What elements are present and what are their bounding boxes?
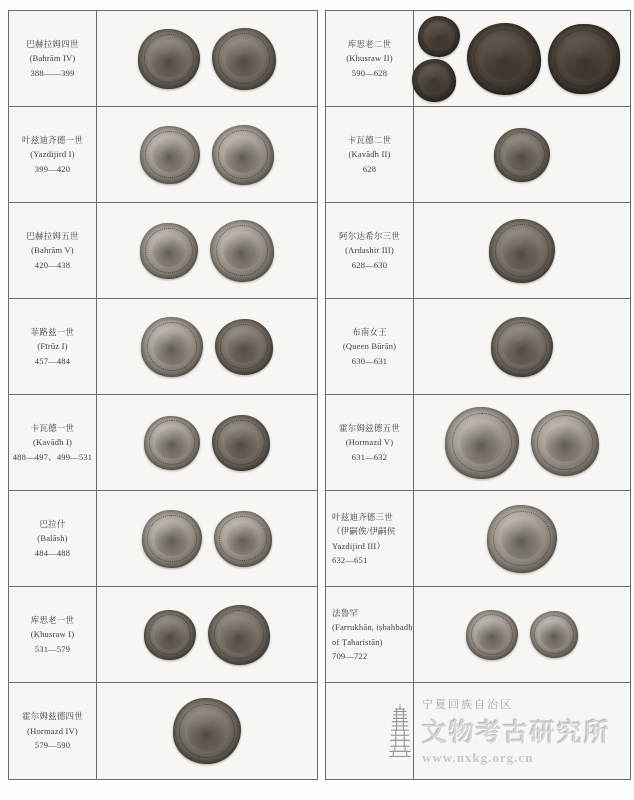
- label-line: (Khusraw II): [346, 53, 393, 64]
- coin-label-cell: [9, 683, 97, 779]
- coin-label-cell: [9, 491, 97, 586]
- label-line: 531—579: [34, 643, 71, 654]
- coin-image: [208, 605, 270, 665]
- coin-image: [487, 505, 557, 573]
- coin-photos-cell: [97, 107, 317, 202]
- label-line: 卡瓦德一世: [30, 422, 75, 433]
- label-line: 457—484: [34, 355, 71, 366]
- coin-image: [140, 223, 198, 279]
- coin-photos-cell: [97, 11, 317, 106]
- label-line: 布南女王: [352, 326, 387, 337]
- coin-image: [445, 407, 519, 479]
- label-line: (Kavādh I): [32, 437, 73, 448]
- label-line: 叶兹迪齐德一世: [22, 134, 83, 145]
- coin-image: [144, 416, 200, 470]
- coin-label-cell: [9, 203, 97, 298]
- label-line: (Khusraw I): [30, 629, 75, 640]
- table-row: [9, 11, 317, 107]
- coin-image: [142, 510, 202, 568]
- label-line: 399—420: [34, 163, 71, 174]
- table-row: [326, 203, 630, 299]
- left-table: [8, 10, 318, 780]
- coin-label-cell: [326, 299, 414, 394]
- label-line: 590—628: [351, 67, 388, 78]
- label-line: 579—590: [34, 740, 71, 751]
- label-line: 484—488: [34, 547, 71, 558]
- coin-label-cell: [326, 107, 414, 202]
- table-row: [9, 107, 317, 203]
- label-line: 632—651: [332, 554, 368, 565]
- label-line: (Yazdijird I): [30, 149, 75, 160]
- label-line: 卡瓦德二世: [347, 134, 392, 145]
- label-line: (Bahrām IV): [29, 53, 76, 64]
- coin-image: [489, 219, 555, 283]
- label-line: 库思老二世: [347, 38, 392, 49]
- label-line: 叶兹迪齐德三世: [332, 511, 393, 522]
- coin-stack: [418, 16, 460, 102]
- table-row: [9, 395, 317, 491]
- coin-image: [491, 317, 553, 377]
- coin-photos-cell: [414, 395, 630, 490]
- label-line: (Hormazd IV): [27, 725, 78, 736]
- label-line: Yazdijird III）: [332, 540, 386, 551]
- label-line: (Farrukhān, iṣbahbadh: [332, 622, 413, 633]
- right-table: [325, 10, 631, 780]
- coin-photos-cell: [414, 107, 630, 202]
- label-line: 488—497、499—531: [12, 451, 93, 462]
- coin-label-cell: [326, 587, 414, 682]
- label-line: (Queen Būrān): [342, 341, 397, 352]
- label-line: 420—438: [34, 259, 71, 270]
- table-row: [326, 299, 630, 395]
- coin-image: [467, 23, 541, 95]
- coin-image: [418, 16, 460, 57]
- coin-image: [412, 59, 456, 102]
- table-row: [9, 203, 317, 299]
- coin-photos-cell: [97, 587, 317, 682]
- coin-label-cell: [326, 11, 414, 106]
- coin-label-cell: [9, 11, 97, 106]
- coin-image: [494, 128, 550, 182]
- coin-label-cell: [326, 491, 414, 586]
- coin-image: [212, 28, 276, 90]
- coin-photos-cell: [414, 587, 630, 682]
- coin-image: [210, 220, 274, 282]
- label-line: (Balāsh): [37, 533, 68, 544]
- label-line: 法鲁罕: [332, 607, 359, 618]
- coin-image: [140, 126, 200, 184]
- coin-image: [173, 698, 241, 764]
- coin-label-cell: [9, 395, 97, 490]
- label-line: 菲路兹一世: [30, 326, 75, 337]
- table-row: [326, 491, 630, 587]
- coin-label-cell: [326, 683, 414, 779]
- watermark-org: 文物考古研究所: [422, 720, 612, 747]
- label-line: (Fīrūz I): [37, 341, 68, 352]
- label-line: 388——399: [30, 67, 75, 78]
- label-line: 巴拉什: [39, 518, 66, 529]
- coin-photos-cell: [97, 203, 317, 298]
- coin-image: [144, 610, 196, 660]
- coin-photos-cell: [414, 299, 630, 394]
- pagoda-icon: [389, 702, 411, 760]
- table-row: [326, 395, 630, 491]
- coin-image: [530, 611, 578, 658]
- table-row: [326, 11, 630, 107]
- coin-photos-cell: [97, 299, 317, 394]
- watermark-region: 宁夏回族自治区: [422, 699, 513, 711]
- label-line: 630—631: [351, 355, 388, 366]
- table-row: [9, 587, 317, 683]
- label-line: 霍尔姆兹德四世: [22, 711, 83, 722]
- coin-photos-cell: [97, 683, 317, 779]
- label-line: 库思老一世: [30, 614, 75, 625]
- label-line: (Kavādh II): [348, 149, 391, 160]
- coin-image: [531, 410, 599, 476]
- watermark-url: www.nxkg.org.cn: [422, 750, 534, 765]
- coin-photos-cell: [414, 11, 630, 106]
- table-row: [326, 107, 630, 203]
- label-line: 628: [362, 163, 377, 174]
- label-line: 631—632: [351, 451, 388, 462]
- label-line: 霍尔姆兹德五世: [339, 422, 400, 433]
- label-line: 巴赫拉姆五世: [26, 230, 79, 241]
- coin-image: [212, 125, 274, 185]
- coin-photos-cell: [414, 203, 630, 298]
- table-row: [9, 491, 317, 587]
- coin-label-cell: [326, 203, 414, 298]
- coin-photos-cell: [97, 491, 317, 586]
- table-row: [9, 683, 317, 779]
- coin-label-cell: [9, 107, 97, 202]
- coin-image: [548, 24, 620, 94]
- label-line: 巴赫拉姆四世: [26, 38, 79, 49]
- coin-image: [466, 610, 518, 660]
- coin-label-cell: [9, 587, 97, 682]
- label-line: (Bahrām V): [31, 245, 74, 256]
- coin-photos-cell: [97, 395, 317, 490]
- table-row: [326, 683, 630, 779]
- coin-image: [141, 317, 203, 377]
- label-line: of Ṭabaristān): [332, 636, 383, 647]
- coin-image: [212, 415, 270, 471]
- label-line: 709—722: [332, 650, 368, 661]
- coin-image: [214, 511, 272, 567]
- label-line: (Ardashir III): [345, 245, 394, 256]
- label-line: 628—630: [351, 259, 388, 270]
- coin-image: [138, 29, 200, 89]
- coin-photos-cell: [414, 491, 630, 586]
- label-line: (Hormazd V): [345, 437, 394, 448]
- label-line: 阿尔达希尔三世: [339, 230, 400, 241]
- label-line: （伊嗣俟/伊嗣侯: [332, 526, 396, 537]
- table-row: [9, 299, 317, 395]
- table-row: [326, 587, 630, 683]
- watermark: [414, 683, 630, 779]
- coin-label-cell: [9, 299, 97, 394]
- coin-label-cell: [326, 395, 414, 490]
- coin-image: [215, 319, 273, 375]
